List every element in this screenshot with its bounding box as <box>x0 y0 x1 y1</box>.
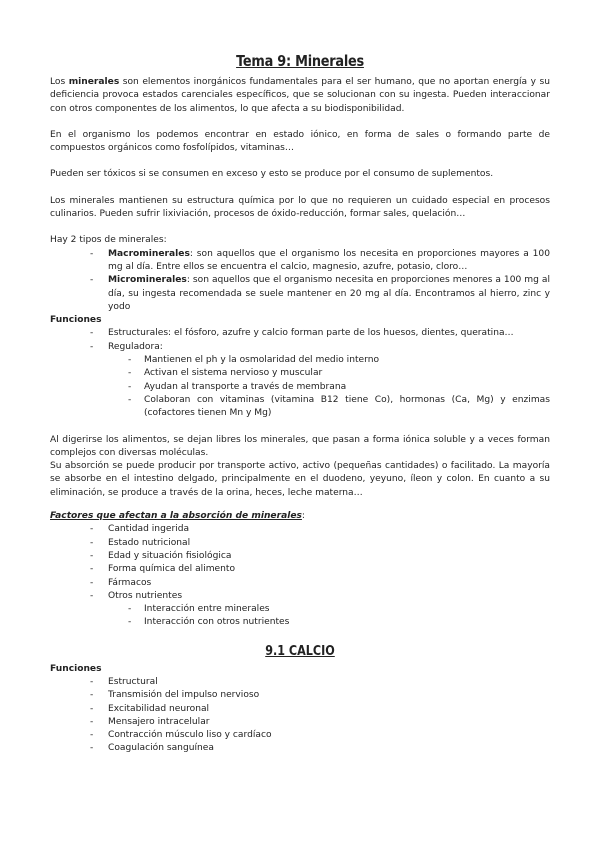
list-item: - Edad y situación fisiológica <box>50 550 550 563</box>
list-item: - Fármacos <box>50 577 550 590</box>
list-item: - Mensajero intracelular <box>50 716 550 729</box>
list-item: - Interacción con otros nutrientes <box>50 616 550 629</box>
list-item: - Forma química del alimento <box>50 563 550 576</box>
factors-heading <box>50 510 550 523</box>
page-title: Tema 9: Minerales <box>236 52 364 70</box>
type-text: : son aquellos que el organismo los necesita en proporciones mayores a 100 mg al día. Entre ellos se encuentra el calcio, magnesio, azufre, potasio, cloro… <box>108 248 550 272</box>
list-item: - Cantidad ingerida <box>50 523 550 536</box>
absorption-paragraph-2: Su absorción se puede producir por transporte activo, activo (pequeñas cantidades) o facilitado. La mayoría se absorbe en el intestino delgado, principalmente en el duodeno, yeyuno, íleon y colon. En cuanto a su eliminación, se produce a través de la orina, heces, leche materna… <box>50 461 550 498</box>
intro-paragraph-1 <box>50 76 550 116</box>
list-item: - Contracción músculo liso y cardíaco <box>50 729 550 742</box>
functions-list <box>50 327 550 354</box>
type-term: Microminerales <box>108 275 187 286</box>
intro-p1-before: Los <box>50 77 69 87</box>
list-item: - Coagulación sanguínea <box>50 742 550 755</box>
factors-heading-text: Factores que afectan a la absorción de minerales <box>50 511 302 522</box>
list-item: - Colaboran con vitaminas (vitamina B12 tiene Co), hormonas (Ca, Mg) y enzimas (cofactores tienen Mn y Mg) <box>50 394 550 421</box>
factors-sub-list <box>50 603 550 630</box>
absorption-paragraph-1: Al digerirse los alimentos, se dejan libres los minerales, que pasan a forma iónica soluble y a veces forman complejos con diversas moléculas. <box>50 434 550 458</box>
intro-term-minerales: minerales <box>68 77 120 87</box>
functions-heading: Funciones <box>50 315 102 326</box>
list-item: - Interacción entre minerales <box>50 603 550 616</box>
calcium-functions-heading: Funciones <box>50 663 102 674</box>
list-item <box>50 274 550 314</box>
list-item: - Estado nutricional <box>50 537 550 550</box>
calcium-functions-list <box>50 676 550 756</box>
types-list <box>50 248 550 314</box>
intro-paragraph-3: Pueden ser tóxicos si se consumen en exceso y esto se produce por el consumo de suplementos. <box>50 169 494 180</box>
list-item: - Transmisión del impulso nervioso <box>50 689 550 702</box>
list-item: - Ayudan al transporte a través de membrana <box>50 381 550 394</box>
list-item: - Estructural <box>50 676 550 689</box>
type-term: Macrominerales <box>108 248 190 259</box>
intro-paragraph-2: En el organismo los podemos encontrar en estado iónico, en forma de sales o formando parte de compuestos orgánicos como fosfolípidos, vitaminas… <box>50 129 550 154</box>
list-item: - Activan el sistema nervioso y muscular <box>50 367 550 380</box>
list-item: - Excitabilidad neuronal <box>50 703 550 716</box>
list-item: - Mantienen el ph y la osmolaridad del medio interno <box>50 354 550 367</box>
factors-list <box>50 523 550 603</box>
types-heading: Hay 2 tipos de minerales: <box>50 235 167 246</box>
intro-paragraph-4: Los minerales mantienen su estructura química por lo que no requieren un cuidado especial en procesos culinarios. Pueden sufrir lixiviación, procesos de óxido-reducción, formar sales, quelación… <box>50 195 550 220</box>
section-title-calcium: 9.1 CALCIO <box>265 643 335 659</box>
list-item: - Reguladora: <box>50 341 550 354</box>
list-item: - Estructurales: el fósforo, azufre y calcio forman parte de los huesos, dientes, queratina… <box>50 327 550 340</box>
list-item: - Otros nutrientes <box>50 590 550 603</box>
factors-heading-colon: : <box>301 511 305 522</box>
intro-p1-after: son elementos inorgánicos fundamentales para el ser humano, que no aportan energía y su deficiencia provoca estados carenciales específicos, que se solucionan con su ingesta. Pueden interaccionar con otros componentes de los alimentos, lo que afecta a su biodisponibilidad. <box>50 77 550 114</box>
list-item <box>50 248 550 275</box>
regulatory-list <box>50 354 550 420</box>
type-text: : son aquellos que el organismo necesita en proporciones menores a 100 mg al día, su ingesta recomendada se suele mantener en 20 mg al día. Encontramos al hierro, zinc y yodo <box>108 275 550 312</box>
